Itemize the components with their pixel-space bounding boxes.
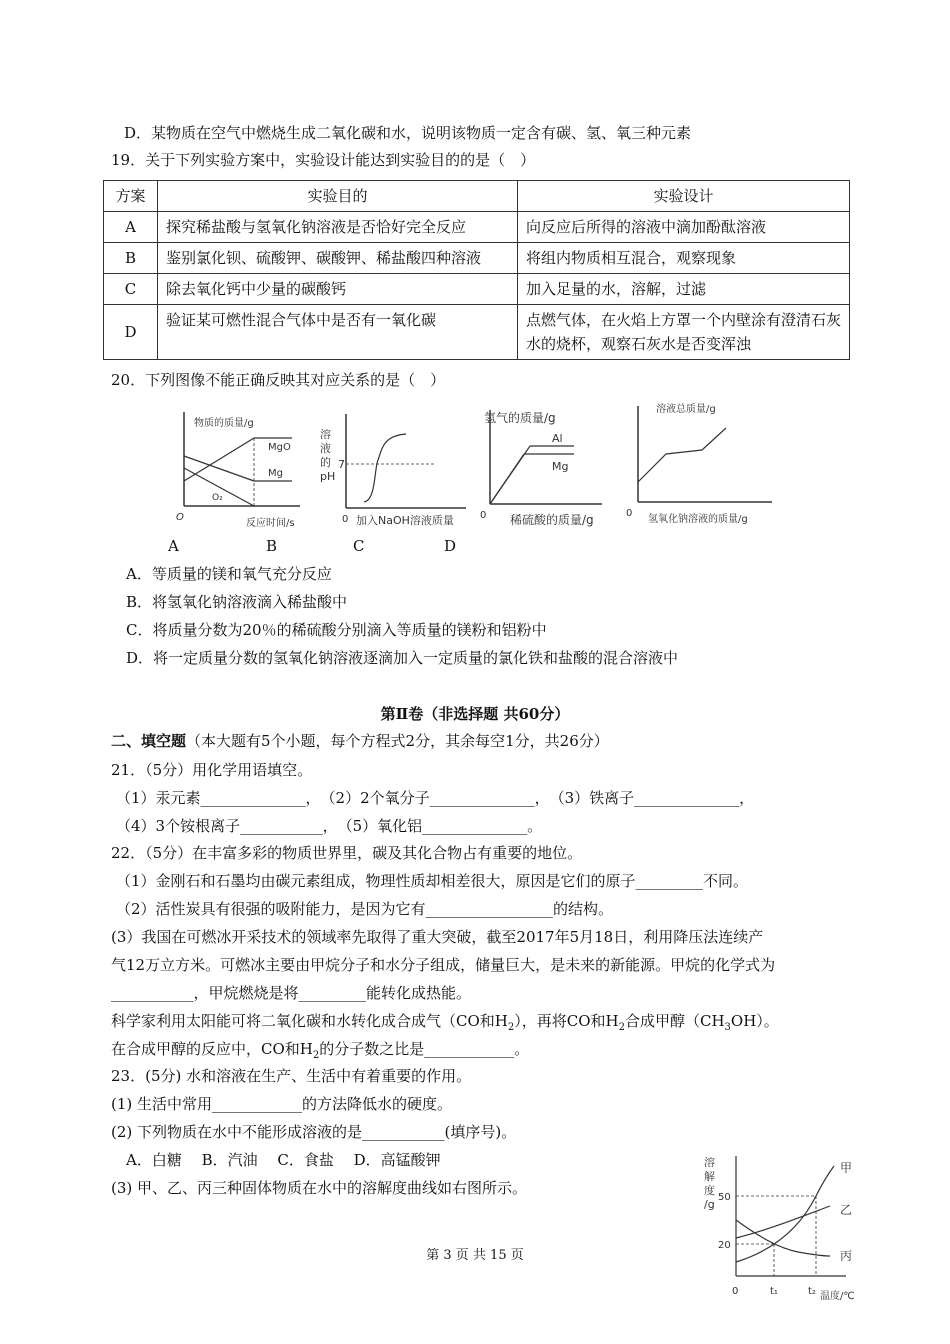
q23-line2: (2) 下列物质在水中不能形成溶液的是___________(填序号)。 [111,1123,517,1141]
graph-c-label-mg: Mg [552,460,569,473]
q23-stem: 23．(5分) 水和溶液在生产、生活中有着重要的作用。 [111,1067,472,1085]
graph-c [478,404,608,530]
sol-ylabel-3: 度 [704,1184,715,1197]
graph-a-xlabel: 反应时间/s [246,518,295,529]
q20-stem: 20．下列图像不能正确反映其对应关系的是（ ） [111,371,446,389]
graph-a-label-o2: O₂ [212,493,223,503]
row-design: 点燃气体，在火焰上方罩一个内壁涂有澄清石灰水的烧杯，观察石灰水是否变浑浊 [518,305,850,360]
graph-c-origin: 0 [480,510,487,521]
q20-option-a: A．等质量的镁和氧气充分反应 [126,565,332,583]
graph-a-ylabel: 物质的质量/g [194,418,254,429]
sol-tick-50: 50 [718,1192,731,1203]
table-row [104,212,850,243]
graph-b-origin: 0 [342,514,349,525]
section-label: 二、填空题 [111,732,187,750]
graph-b [316,410,472,532]
graph-c-label-al: Al [552,432,563,445]
graph-b-ylabel-3: 的 [320,456,331,469]
header-goal: 实验目的 [158,181,518,212]
graph-letter-d: D [444,537,457,555]
q18-option-d: D．某物质在空气中燃烧生成二氧化碳和水，说明该物质一定含有碳、氢、氧三种元素 [124,124,692,142]
sol-ylabel-4: /g [704,1198,715,1211]
graph-b-ylabel-1: 溶 [320,428,331,441]
sol-tick-20: 20 [718,1240,731,1251]
row-goal: 鉴别氯化钡、硫酸钾、碳酸钾、稀盐酸四种溶液 [158,243,518,274]
graph-b-xlabel: 加入NaOH溶液质量 [356,514,454,527]
q20-option-d: D．将一定质量分数的氢氧化钠溶液逐滴加入一定质量的氯化铁和盐酸的混合溶液中 [126,649,679,667]
sol-tick-t1: t₁ [770,1286,778,1297]
q22-stem: 22．（5分）在丰富多彩的物质世界里，碳及其化合物占有重要的地位。 [111,844,583,862]
sol-ylabel-1: 溶 [704,1156,715,1169]
page-footer: 第 3 页 共 15 页 [426,1248,524,1263]
section-note: （本大题有5个小题，每个方程式2分，其余每空1分，共26分） [186,732,609,750]
row-plan: A [104,212,158,243]
q22-line3: (3）我国在可燃冰开采技术的领域率先取得了重大突破，截至2017年5月18日，利用降压法连续产 [111,928,764,946]
sol-origin: 0 [732,1286,739,1297]
row-design: 向反应后所得的溶液中滴加酚酞溶液 [518,212,850,243]
sol-series-yi: 乙 [840,1203,853,1217]
graph-d-ylabel: 溶液总质量/g [656,404,716,415]
q22-line2: （2）活性炭具有很强的吸附能力，是因为它有_________________的结构。 [116,900,614,918]
sol-series-jia: 甲 [840,1161,853,1175]
graph-b-tick-7: 7 [338,458,345,471]
q22-line7: 在合成甲醇的反应中，CO和$H_2$的分子数之比是____________。 [111,1040,530,1061]
q22-line1: （1）金刚石和石墨均由碳元素组成，物理性质却相差很大，原因是它们的原子_________不同。 [116,872,749,890]
graph-a-label-mg: Mg [268,468,283,479]
row-goal: 除去氧化钙中少量的碳酸钙 [158,274,518,305]
q22-line6: 科学家利用太阳能可将二氧化碳和水转化成合成气（CO和$H_2$），再将CO和$H_2$合成甲醇$(CH_3OH)$。 [111,1012,779,1033]
header-design: 实验设计 [518,181,850,212]
q23-options: A．白糖 B．汽油 C．食盐 D．高锰酸钾 [126,1151,441,1169]
graph-letter-a: A [168,537,179,555]
solubility-graph [698,1152,868,1302]
table-row [104,274,850,305]
q21-stem: 21．（5分）用化学用语填空。 [111,761,313,779]
graph-d-origin: 0 [626,508,633,519]
sol-xlabel: 温度/℃ [820,1291,855,1302]
section-heading [111,731,609,751]
row-goal: 探究稀盐酸与氢氧化钠溶液是否恰好完全反应 [158,212,518,243]
q23-line1: (1) 生活中常用____________的方法降低水的硬度。 [111,1095,453,1113]
q21-line2: （4）3个铵根离子___________， （5）氧化铝______________。 [116,817,543,835]
graph-letter-b: B [266,537,278,555]
graph-a-origin: O [176,512,184,523]
graph-c-xlabel: 稀硫酸的质量/g [510,513,594,527]
graph-c-ylabel: 氢气的质量/g [484,411,556,425]
sol-ylabel-2: 解 [704,1170,715,1183]
row-design: 将组内物质相互混合，观察现象 [518,243,850,274]
q23-line4: (3) 甲、乙、丙三种固体物质在水中的溶解度曲线如右图所示。 [111,1179,528,1197]
graph-a [172,406,304,530]
graph-d [622,398,778,530]
header-plan: 方案 [104,181,158,212]
graph-a-label-mgo: MgO [268,442,291,453]
row-plan: B [104,243,158,274]
row-design: 加入足量的水，溶解，过滤 [518,274,850,305]
table-header-row [104,181,850,212]
graph-b-ylabel-4: pH [320,470,336,483]
table-row [104,243,850,274]
table-row [104,305,850,360]
graph-b-ylabel-2: 液 [320,442,331,455]
row-plan: D [104,305,158,360]
q19-table [103,180,850,360]
sol-series-bing: 丙 [840,1249,853,1263]
graph-letter-c: C [353,537,365,555]
q20-option-c: C．将质量分数为20％的稀硫酸分别滴入等质量的镁粉和铝粉中 [126,621,547,639]
row-plan: C [104,274,158,305]
graph-d-xlabel: 氢氧化钠溶液的质量/g [648,514,748,525]
q20-option-b: B．将氢氧化钠溶液滴入稀盐酸中 [126,593,348,611]
q22-line5: ___________，甲烷燃烧是将_________能转化成热能。 [111,984,472,1002]
part2-title: 第Ⅱ卷（非选择题 共60分） [380,705,570,723]
q21-line1: （1）汞元素______________， （2）2个氧分子______________， （3）铁离子______________， [116,789,755,807]
sol-tick-t2: t₂ [808,1286,816,1297]
q22-line4: 气12万立方米。可燃冰主要由甲烷分子和水分子组成，储量巨大，是未来的新能源。甲烷的化学式为 [111,956,776,974]
q19-stem: 19．关于下列实验方案中，实验设计能达到实验目的的是（ ） [111,151,536,169]
row-goal: 验证某可燃性混合气体中是否有一氧化碳 [158,305,518,360]
